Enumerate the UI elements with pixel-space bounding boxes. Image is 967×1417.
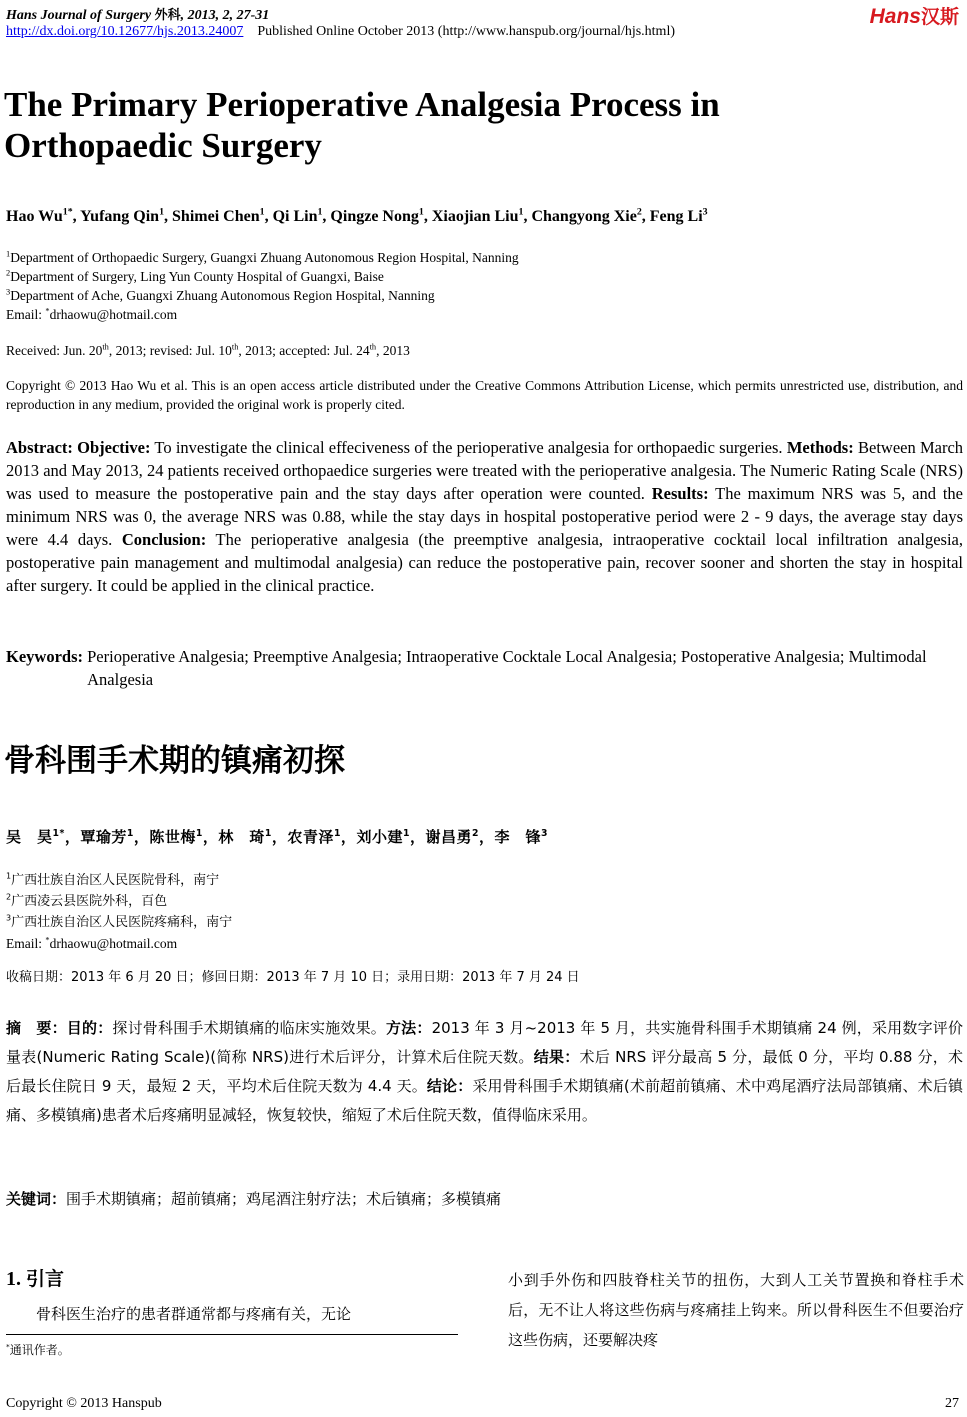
author-cn: 陈世梅 <box>149 828 196 846</box>
objective-label: Objective: <box>77 438 151 457</box>
author-sup: 1 <box>418 206 424 218</box>
methods-label: Methods: <box>786 438 854 457</box>
keywords-en <box>6 645 956 691</box>
accepted-date: , 2013; accepted: Jul. 24 <box>238 343 370 358</box>
author-cn: 林 琦 <box>218 828 265 846</box>
abstract-cn <box>6 1014 963 1130</box>
affiliation-cn <box>6 912 232 933</box>
author-sup: 1 <box>264 828 272 839</box>
keywords-cn-label: 关键词： <box>6 1190 67 1208</box>
email-address[interactable]: drhaowu@hotmail.com <box>49 307 178 322</box>
affil-sup: 1 <box>6 871 12 881</box>
page-number: 27 <box>945 1396 959 1411</box>
abstract-en <box>6 436 963 597</box>
affil-text: Department of Surgery, Ling Yun County Hospital of Guangxi, Baise <box>10 269 384 284</box>
hans-logo <box>870 2 959 29</box>
author-en: Xiaojian Liu <box>431 208 519 225</box>
keywords-cn <box>6 1188 501 1209</box>
journal-name: Hans Journal of Surgery <box>6 8 152 23</box>
received-date: Received: Jun. 20 <box>6 343 103 358</box>
page-footer-copyright: Copyright © 2013 Hanspub <box>6 1396 162 1411</box>
author-en: Hao Wu <box>6 208 63 225</box>
author-en: Yufang Qin <box>80 208 160 225</box>
author-sup: 1 <box>518 206 524 218</box>
affil-sup: 3 <box>6 913 12 923</box>
affil-text: 广西壮族自治区人民医院疼痛科，南宁 <box>11 915 233 930</box>
journal-issue: , 2013, 2, 27-31 <box>180 8 270 23</box>
section-number: 1. <box>6 1268 21 1290</box>
affiliation-en <box>6 248 519 267</box>
th-sup: th <box>231 342 239 352</box>
conclusion-cn-label: 结论： <box>426 1077 473 1095</box>
results-label: Results: <box>651 484 709 503</box>
abstract-label: Abstract: <box>6 438 73 457</box>
affiliations-en <box>6 248 519 324</box>
author-sup: 3 <box>702 206 708 218</box>
author-sup: 2 <box>636 206 642 218</box>
affiliation-en <box>6 267 519 286</box>
results-cn-text: 术后 NRS 评分最高 5 分，最低 0 分，平均 0.88 分，术后最长住院日 9 天，最短 2 天，平均术后住院天数为 4.4 天。 <box>6 1048 964 1095</box>
dates-tail: , 2013 <box>376 343 410 358</box>
author-cn: 刘小建 <box>356 828 403 846</box>
author-en: Qi Lin <box>272 208 318 225</box>
affil-sup: 2 <box>6 268 11 278</box>
author-cn: 农青泽 <box>287 828 334 846</box>
affil-text: 广西凌云县医院外科，百色 <box>11 894 168 909</box>
results-cn-label: 结果： <box>533 1048 580 1066</box>
methods-cn-text: 2013 年 3 月~2013 年 5 月，共实施骨科围手术期镇痛 24 例，采用数字评价量表(Numeric Rating Scale)(简称 NRS)进行术后评分，计算术后住院天数。 <box>6 1019 963 1066</box>
abstract-cn-label: 摘 要： <box>6 1019 67 1037</box>
conclusion-text: The perioperative analgesia (the preemptive analgesia, intraoperative cocktail local infiltration analgesia, postoperative pain management and multimodal analgesia) can reduce the postoperative pain, recover sooner and shorten the stay in hospital after surgery. It could be applied in the clinical practice. <box>6 530 964 595</box>
email-en <box>6 305 519 324</box>
dates-en <box>6 341 410 360</box>
author-en: Changyong Xie <box>531 208 637 225</box>
intro-paragraph-right: 小到手外伤和四肢脊柱关节的扭伤，大到人工关节置换和脊柱手术后，无不让人将这些伤病与疼痛挂上钩来。所以骨科医生不但要治疗这些伤病，还要解决疼 <box>508 1271 964 1349</box>
author-en: Feng Li <box>649 208 703 225</box>
footnote <box>6 1341 70 1358</box>
author-sup: 1 <box>259 206 265 218</box>
author-en: Qingze Nong <box>330 208 419 225</box>
email-cn <box>6 933 232 954</box>
dates-cn: 收稿日期：2013 年 6 月 20 日；修回日期：2013 年 7 月 10 日；录用日期：2013 年 7 月 24 日 <box>6 970 580 985</box>
journal-name-cn: 外科 <box>154 8 181 23</box>
author-cn: 李 锋 <box>494 828 541 846</box>
affil-sup: 1 <box>6 249 11 259</box>
author-cn: 吴 昊 <box>6 828 53 846</box>
section-title: 引言 <box>26 1268 65 1290</box>
paper-title-en: The Primary Perioperative Analgesia Process in Orthopaedic Surgery <box>4 85 720 165</box>
affil-text: Department of Ache, Guangxi Zhuang Autonomous Region Hospital, Nanning <box>10 288 435 303</box>
published-online: Published Online October 2013 (http://www.hanspub.org/journal/hjs.html) <box>257 24 676 39</box>
methods-cn-label: 方法： <box>385 1019 432 1037</box>
email-label: Email: <box>6 307 46 322</box>
affiliation-en <box>6 286 519 305</box>
footnote-text: 通讯作者。 <box>9 1343 70 1357</box>
author-cn: 覃瑜芳 <box>80 828 127 846</box>
th-sup: th <box>369 342 377 352</box>
author-sup: 1 <box>402 828 410 839</box>
affiliation-cn <box>6 870 232 891</box>
logo-latin: Hans <box>869 5 921 28</box>
footnote-rule <box>6 1334 458 1335</box>
keywords-cn-text: 围手术期镇痛；超前镇痛；鸡尾酒注射疗法；术后镇痛；多模镇痛 <box>66 1190 502 1208</box>
keywords-label: Keywords: <box>6 647 83 666</box>
email-sup: * <box>45 935 50 945</box>
authors-en: Hao $Wu^{1*}$, Yufang Qin$^1$, Shimei Chen$^1$, Qi Lin$^1$, Qingze Nong$^1$, Xiaojian Liu$^1$, Changyong Xie$^2$, Feng Li$^3$ <box>6 206 708 225</box>
author-sup: 1 <box>317 206 323 218</box>
conclusion-label: Conclusion: <box>121 530 207 549</box>
author-sup: 1* <box>52 828 65 839</box>
email-label: Email: <box>6 936 46 951</box>
affil-text: Department of Orthopaedic Surgery, Guangxi Zhuang Autonomous Region Hospital, Nanning <box>10 250 519 265</box>
author-sup: 1 <box>195 828 203 839</box>
footnote-sup: * <box>6 1342 10 1351</box>
section-heading <box>6 1264 64 1291</box>
logo-cn: 汉斯 <box>920 6 959 28</box>
affil-text: 广西壮族自治区人民医院骨科，南宁 <box>11 873 220 888</box>
affiliations-cn <box>6 870 232 954</box>
keywords-text: Perioperative Analgesia; Preemptive Analgesia; Intraoperative Cocktale Local Analgesia; Postoperative Analgesia; Multimodal Analgesia <box>87 647 927 689</box>
email-sup: * <box>45 306 50 316</box>
author-sup: 2 <box>471 828 479 839</box>
author-sup: 1 <box>333 828 341 839</box>
results-text: The maximum NRS was 5, and the minimum NRS was 0, the average NRS was 0.88, while the stay days in hospital postoperative period were 2 - 9 days, the average stay days were 4.4 days. <box>6 484 963 549</box>
affil-sup: 3 <box>6 287 11 297</box>
revised-date: , 2013; revised: Jul. 10 <box>108 343 232 358</box>
authors-cn: 吴 昊$^{1*}$，覃瑜芳$^1$，陈世梅$^1$，林 琦$^1$，农青泽$^1$，刘小建$^1$，谢昌勇$^2$，李 锋$^3$ <box>6 828 548 846</box>
author-sup: 1 <box>159 206 165 218</box>
email-address[interactable]: drhaowu@hotmail.com <box>49 936 178 951</box>
objective-cn-text: 探讨骨科围手术期镇痛的临床实施效果。 <box>112 1019 386 1037</box>
objective-text: To investigate the clinical effeciveness of the perioperative analgesia for orthopaedic surgeries. <box>154 438 783 457</box>
affil-sup: 2 <box>6 892 12 902</box>
doi-line <box>6 24 675 40</box>
th-sup: th <box>102 342 109 352</box>
doi-link[interactable]: http://dx.doi.org/10.12677/hjs.2013.24007 <box>6 24 244 39</box>
intro-paragraph-left: 骨科医生治疗的患者群通常都与疼痛有关，无论 <box>36 1305 352 1323</box>
conclusion-cn-text: 采用骨科围手术期镇痛(术前超前镇痛、术中鸡尾酒疗法局部镇痛、术后镇痛、多模镇痛)患者术后疼痛明显减轻，恢复较快，缩短了术后住院天数，值得临床采用。 <box>6 1077 963 1124</box>
author-cn: 谢昌勇 <box>425 828 472 846</box>
methods-text: Between March 2013 and May 2013, 24 patients received orthopaedice surgeries were treated with the perioperative analgesia. The Numeric Rating Scale (NRS) was used to measure the postoperative pain and the stay days after operation were counted. <box>6 438 964 503</box>
author-sup: 1 <box>126 828 134 839</box>
copyright-notice: Copyright © 2013 Hao Wu et al. This is an open access article distributed under the Creative Commons Attribution License, which permits unrestricted use, distribution, and reproduction in any medium, provided the original work is properly cited. <box>6 378 963 412</box>
author-sup: 3 <box>540 828 548 839</box>
author-en: Shimei Chen <box>172 208 260 225</box>
affiliation-cn <box>6 891 232 912</box>
objective-cn-label: 目的： <box>66 1019 113 1037</box>
paper-title-cn: 骨科围手术期的镇痛初探 <box>4 743 345 779</box>
journal-header <box>6 4 269 24</box>
author-sup: 1* <box>62 206 73 218</box>
